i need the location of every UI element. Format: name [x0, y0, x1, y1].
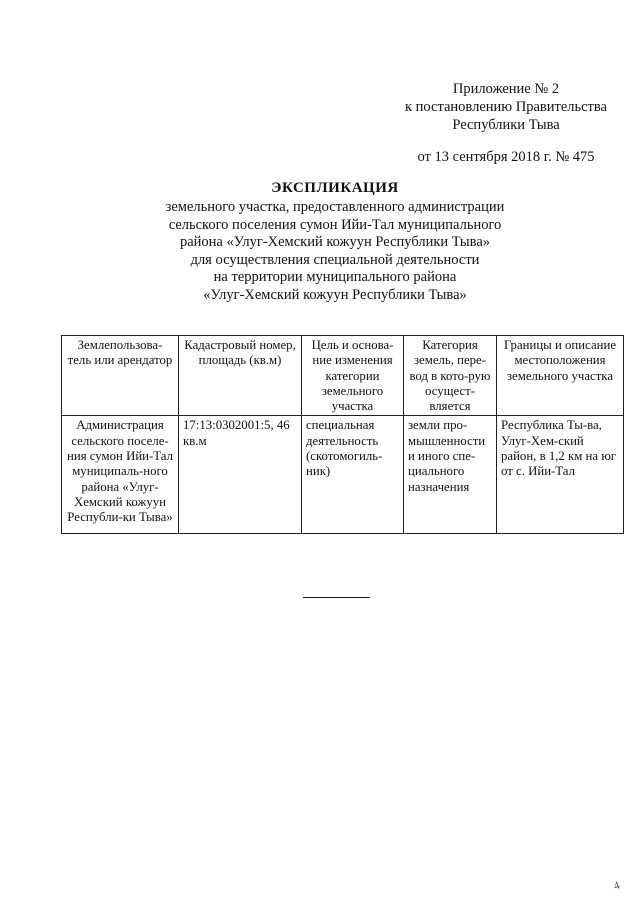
subtitle-line: для осуществления специальной деятельности: [190, 251, 480, 268]
document-title: ЭКСПЛИКАЦИЯ: [271, 180, 399, 196]
header-boundaries: Границы и описание местоположения земельного участка: [497, 336, 624, 416]
appendix-date: от 13 сентября 2018 г. № 475: [417, 149, 595, 165]
subtitle-line: на территории муниципального района: [213, 269, 457, 285]
table-row: [62, 416, 624, 534]
appendix-republic: Республики Тыва: [452, 117, 560, 133]
header-land-category: Категория земель, пере-вод в кото-рую осущест-вляется: [404, 336, 497, 416]
cell-cadastral-number: 17:13:0302001:5, 46 кв.м: [179, 416, 302, 534]
header-land-user: Землепользова-тель или арендатор: [62, 336, 179, 416]
table-header-row: [62, 336, 624, 416]
header-purpose: Цель и основа-ние изменения категории земельного участка: [302, 336, 404, 416]
page-corner-mark: 4: [612, 879, 622, 893]
document-subtitle: [100, 199, 570, 304]
closing-separator: [303, 597, 370, 598]
subtitle-line: сельского поселения сумон Ийи-Тал муниципального: [168, 216, 502, 233]
header-cadastral-number: Кадастровый номер, площадь (кв.м): [179, 336, 302, 416]
cell-boundaries: Республика Ты-ва, Улуг-Хем-ский район, в 1,2 км на юг от с. Ийи-Тал: [497, 416, 624, 534]
appendix-header: [396, 80, 616, 166]
cell-land-user: Администрация сельского поселе-ния сумон Ийи-Тал муниципаль-ного района «Улуг-Хемский кожуун Республи-ки Тыва»: [62, 416, 179, 534]
explication-table: [61, 335, 624, 534]
subtitle-line: «Улуг-Хемский кожуун Республики Тыва»: [203, 286, 467, 303]
appendix-number: Приложение № 2: [452, 81, 560, 97]
appendix-resolution: к постановлению Правительства: [405, 99, 607, 115]
cell-purpose: специальная деятельность (скотомогиль-ник): [302, 416, 404, 534]
subtitle-line: земельного участка, предоставленного администрации: [165, 199, 505, 215]
subtitle-line: района «Улуг-Хемский кожуун Республики Тыва»: [179, 234, 491, 250]
cell-land-category: земли про-мышленности и иного спе-циального назначения: [404, 416, 497, 534]
